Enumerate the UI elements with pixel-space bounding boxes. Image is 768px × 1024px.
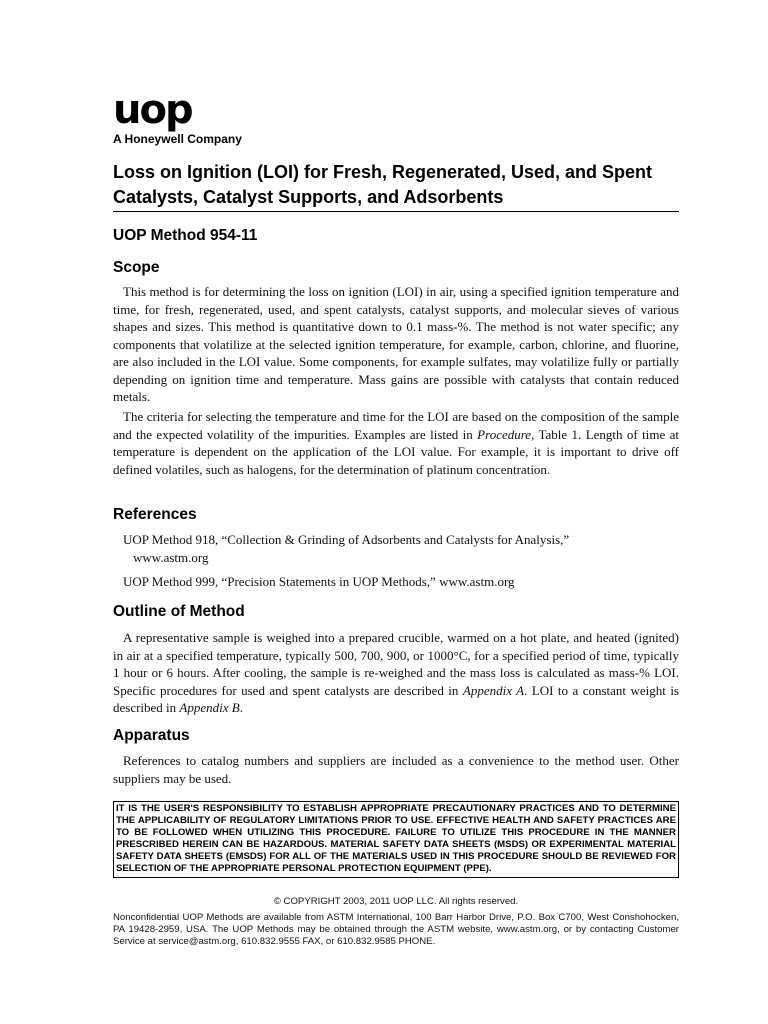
appendix-a-ref: Appendix A	[462, 682, 525, 698]
logo-tagline: A Honeywell Company	[113, 132, 242, 146]
safety-warning-box: IT IS THE USER'S RESPONSIBILITY TO ESTABLISH APPROPRIATE PRECAUTIONARY PRACTICES AND TO DETERMINE THE APPLICABILITY OF REGULATORY LIMITATIONS PRIOR TO USE. EFFECTIVE HEALTH AND SAFETY PRACTICES ARE TO BE FOLLOWED WHEN UTILIZING THIS PROCEDURE. FAILURE TO UTILIZE THIS PROCEDURE IN THE MANNER PRESCRIBED HEREIN CAN BE HAZARDOUS. MATERIAL SAFETY DATA SHEETS (MSDS) OR EXPERIMENTAL MATERIAL SAFETY DATA SHEETS (EMSDS) FOR ALL OF THE MATERIALS USED IN THIS PROCEDURE SHOULD BE REVIEWED FOR SELECTION OF THE APPROPRIATE PERSONAL PROTECTION EQUIPMENT (PPE).	[113, 801, 679, 878]
scope-paragraph-2	[113, 408, 679, 478]
scope-paragraph-1: This method is for determining the loss on ignition (LOI) in air, using a specified ignition temperature and time, for fresh, regenerated, used, and spent catalysts, catalyst supports, and molecular sieves of various shapes and sizes. This method is quantitative down to 0.1 mass-%. The method is not water specific; any components that volatilize at the selected ignition temperature, for example, carbon, chlorine, and fluorine, are also included in the LOI value. Some components, for example sulfates, may volatilize fully or partially depending on ignition time and temperature. Mass gains are possible with catalysts that contain reduced metals.	[113, 284, 679, 404]
uop-logo	[113, 87, 242, 146]
reference-2: UOP Method 999, “Precision Statements in UOP Methods,” www.astm.org	[123, 574, 515, 589]
apparatus-paragraph: References to catalog numbers and suppliers are included as a convenience to the method user. Other suppliers may be used.	[113, 753, 679, 786]
procedure-ref: Procedure	[477, 426, 532, 442]
document-title: Loss on Ignition (LOI) for Fresh, Regenerated, Used, and Spent Catalysts, Catalyst Supports, and Adsorbents	[113, 160, 679, 212]
reference-1	[113, 531, 679, 566]
scope-paragraph-2-text-b: , Table 1. Length of time at temperature is dependent on the application of the LOI value. For example, it is important to drive off defined volatiles, such as halogens, for the determination of platinum concentration	[113, 426, 680, 477]
outline-heading: Outline of Method	[113, 603, 245, 620]
copyright-notice: © COPYRIGHT 2003, 2011 UOP LLC. All rights reserved.	[273, 896, 519, 907]
outline-paragraph	[113, 629, 679, 717]
reference-1-url: www.astm.org	[133, 549, 209, 565]
scope-paragraph-2-end: .	[546, 461, 551, 477]
appendix-b-ref: Appendix B	[179, 700, 240, 715]
logo-wordmark: uop	[113, 87, 192, 133]
outline-text-c: .	[239, 700, 243, 715]
scope-heading: Scope	[113, 259, 160, 276]
apparatus-heading: Apparatus	[113, 727, 190, 744]
outline-text-a: A representative sample is weighed into a prepared crucible, warmed on a hot plate, and heated (ignited) in air at a specified temperature, typically 500, 700, 900, or 1000°C, for a specified period of time, typically 1 hour or 6 hours. After cooling, the sample is re-weighed and the mass loss is calculated as mass-% LOI. Specific procedures for used and spent catalysts are described in	[113, 630, 679, 698]
references-heading: References	[113, 506, 197, 523]
reference-1-text: UOP Method 918, “Collection & Grinding of Adsorbents and Catalysts for Analysis,”	[123, 532, 570, 547]
scope-paragraph-2-text-a: The criteria for selecting the temperature and time for the LOI are based on the composition of the sample and the expected volatility of the impurities. Examples are listed in	[113, 409, 679, 442]
method-number: UOP Method 954-11	[113, 227, 258, 244]
outline-text-b: . LOI to a constant weight is described in	[113, 682, 679, 715]
footer-availability-note: Nonconfidential UOP Methods are available from ASTM International, 100 Barr Harbor Drive, P.O. Box C700, West Conshohocken, PA 19428-2959, USA. The UOP Methods may be obtained through the ASTM website, www.astm.org, or by contacting Customer Service at service@astm.org, 610.832.9555 FAX, or 610.832.9585 PHONE.	[113, 912, 679, 947]
